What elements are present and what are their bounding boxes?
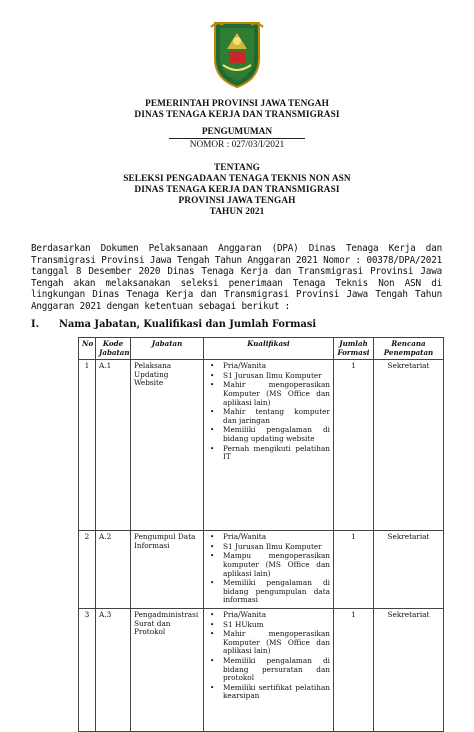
cell-jumlah: 1 [334,531,374,609]
cell-no: 1 [79,360,96,531]
list-item: • Mampu mengoperasikan komputer (MS Office dan aplikasi lain) [207,552,330,578]
list-item: • Memiliki pengalaman di bidang updating website [207,426,330,443]
qualification-list [207,533,330,605]
cell-kode: A.2 [96,531,131,609]
header-kualifikasi: Kualifikasi [204,338,334,360]
tentang-line-4: TAHUN 2021 [209,207,265,217]
list-item: • Pria/Wanita [207,362,330,371]
cell-rencana: Sekretariat [374,608,444,731]
cell-jumlah: 1 [334,608,374,731]
cell-jumlah: 1 [334,360,374,531]
list-item: • Memiliki pengalaman di bidang persuratan dan protokol [207,657,330,683]
jawa-tengah-emblem-logo [209,19,265,89]
list-item: • Mahir mengoperasikan Komputer (MS Office dan aplikasi lain) [207,381,330,407]
cell-jabatan: Pelaksana Updating Website [131,360,204,531]
header-agency: DINAS TENAGA KERJA DAN TRANSMIGRASI [134,110,340,120]
header-jabatan: Jabatan [131,338,204,360]
list-item: • Memiliki sertifikat pelatihan kearsipan [207,684,330,701]
list-item: • Memiliki pengalaman di bidang pengumpulan data informasi [207,579,330,605]
formation-table [78,337,444,732]
list-item: • Mahir tentang komputer dan jaringan [207,408,330,425]
table-row [79,531,444,609]
announcement-title: PENGUMUMAN [201,127,273,137]
intro-paragraph: Berdasarkan Dokumen Pelaksanaan Anggaran (DPA) Dinas Tenaga Kerja dan Transmigrasi Provinsi Jawa Tengah Tahun Anggaran 2021 Nomor : 00378/DPA/2021 tanggal 8 Desember 2020 Dinas Tenaga Kerja dan Transmigrasi Provinsi Jawa Tengah akan melaksanakan seleksi penerimaan Tenaga Teknis Non ASN di lingkungan Dinas Tenaga Kerja dan Transmigrasi Provinsi Jawa Tengah Tahun Anggaran 2021 dengan ketentuan sebagai berikut : [31,243,442,312]
list-item: • S1 HUkum [207,621,330,630]
cell-no: 2 [79,531,96,609]
list-item: • Pernah mengikuti pelatihan IT [207,445,330,462]
tentang-line-2: DINAS TENAGA KERJA DAN TRANSMIGRASI [134,185,340,195]
header-jumlah: Jumlah Formasi [334,338,374,360]
list-item: • Mahir mengoperasikan Komputer (MS Office dan aplikasi lain) [207,630,330,656]
cell-kode: A.3 [96,608,131,731]
header-kode: Kode Jabatan [96,338,131,360]
section-number: I. [31,319,39,330]
qualification-list [207,611,330,701]
list-item: • S1 Jurusan Ilmu Komputer [207,372,330,381]
list-item: • S1 Jurusan Ilmu Komputer [207,543,330,552]
cell-kualifikasi [204,360,334,531]
announcement-underline [169,138,305,139]
cell-jabatan: Pengadministrasi Surat dan Protokol [131,608,204,731]
cell-kualifikasi [204,531,334,609]
cell-kode: A.1 [96,360,131,531]
list-item: • Pria/Wanita [207,533,330,542]
qualification-list [207,362,330,462]
section-title: Nama Jabatan, Kualifikasi dan Jumlah Formasi [59,319,317,330]
table-row [79,360,444,531]
header-government: PEMERINTAH PROVINSI JAWA TENGAH [145,99,329,109]
cell-rencana: Sekretariat [374,531,444,609]
announcement-number: NOMOR : 027/03/I/2021 [189,140,285,150]
cell-rencana: Sekretariat [374,360,444,531]
cell-jabatan: Pengumpul Data Informasi [131,531,204,609]
tentang-line-1: SELEKSI PENGADAAN TENAGA TEKNIS NON ASN [123,174,351,184]
list-item: • Pria/Wanita [207,611,330,620]
cell-no: 3 [79,608,96,731]
tentang-label: TENTANG [214,163,260,173]
tentang-line-3: PROVINSI JAWA TENGAH [178,196,296,206]
table-header-row [79,338,444,360]
header-rencana: Rencana Penempatan [374,338,444,360]
header-no: No [79,338,96,360]
section-heading [31,319,316,330]
